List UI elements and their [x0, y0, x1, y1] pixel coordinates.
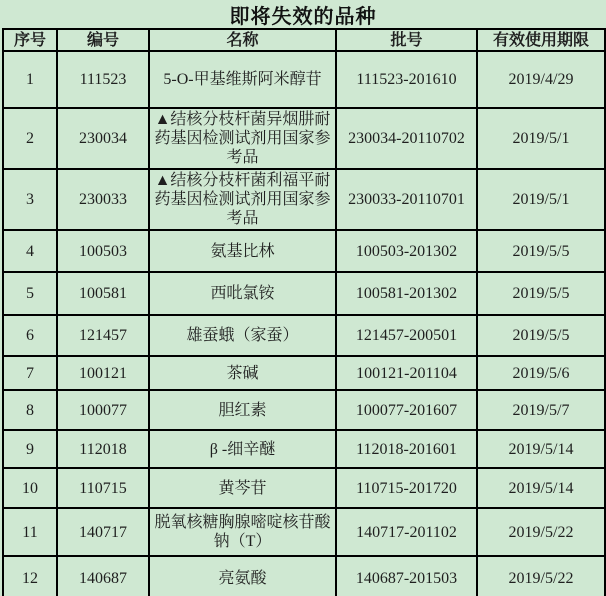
cell-name: ▲结核分枝杆菌异烟肼耐药基因检测试剂用国家参考品 [149, 108, 336, 169]
cell-no: 6 [3, 315, 57, 356]
table-row [3, 315, 605, 356]
cell-no: 2 [3, 108, 57, 169]
cell-expiry: 2019/5/5 [477, 315, 605, 356]
cell-batch: 111523-201610 [336, 51, 477, 108]
column-header-expiry: 有效使用期限 [477, 29, 605, 51]
cell-batch: 110715-201720 [336, 468, 477, 508]
cell-expiry: 2019/5/22 [477, 508, 605, 556]
table-row [3, 356, 605, 390]
cell-no: 7 [3, 356, 57, 390]
cell-batch: 100503-201302 [336, 230, 477, 272]
table-row [3, 468, 605, 508]
column-header-code: 编号 [57, 29, 149, 51]
cell-expiry: 2019/5/5 [477, 272, 605, 315]
cell-batch: 100581-201302 [336, 272, 477, 315]
cell-expiry: 2019/4/29 [477, 51, 605, 108]
cell-no: 11 [3, 508, 57, 556]
cell-code: 112018 [57, 430, 149, 468]
cell-name: 脱氧核糖胸腺嘧啶核苷酸钠（T） [149, 508, 336, 556]
cell-code: 100581 [57, 272, 149, 315]
cell-expiry: 2019/5/22 [477, 556, 605, 596]
cell-no: 12 [3, 556, 57, 596]
cell-no: 4 [3, 230, 57, 272]
cell-code: 230033 [57, 169, 149, 230]
cell-no: 3 [3, 169, 57, 230]
cell-batch: 100077-201607 [336, 390, 477, 430]
cell-name: 氨基比林 [149, 230, 336, 272]
cell-batch: 121457-200501 [336, 315, 477, 356]
cell-code: 121457 [57, 315, 149, 356]
cell-batch: 230034-20110702 [336, 108, 477, 169]
table-row [3, 108, 605, 169]
cell-code: 230034 [57, 108, 149, 169]
cell-batch: 140717-201102 [336, 508, 477, 556]
table-row [3, 556, 605, 596]
cell-name: 胆红素 [149, 390, 336, 430]
cell-name: 茶碱 [149, 356, 336, 390]
table-row [3, 169, 605, 230]
table-row [3, 508, 605, 556]
cell-code: 110715 [57, 468, 149, 508]
page-title: 即将失效的品种 [229, 5, 377, 28]
cell-name: β -细辛醚 [149, 430, 336, 468]
column-header-no: 序号 [3, 29, 57, 51]
cell-expiry: 2019/5/1 [477, 169, 605, 230]
cell-no: 1 [3, 51, 57, 108]
cell-expiry: 2019/5/7 [477, 390, 605, 430]
cell-batch: 112018-201601 [336, 430, 477, 468]
cell-batch: 140687-201503 [336, 556, 477, 596]
cell-name: ▲结核分枝杆菌利福平耐药基因检测试剂用国家参考品 [149, 169, 336, 230]
cell-expiry: 2019/5/5 [477, 230, 605, 272]
cell-code: 100077 [57, 390, 149, 430]
cell-code: 111523 [57, 51, 149, 108]
cell-expiry: 2019/5/14 [477, 468, 605, 508]
column-header-name: 名称 [149, 29, 336, 51]
header-row [3, 29, 605, 51]
cell-name: 5-O-甲基维斯阿米醇苷 [149, 51, 336, 108]
column-header-batch: 批号 [336, 29, 477, 51]
cell-expiry: 2019/5/14 [477, 430, 605, 468]
cell-no: 5 [3, 272, 57, 315]
cell-name: 黄芩苷 [149, 468, 336, 508]
cell-expiry: 2019/5/1 [477, 108, 605, 169]
expiring-items-table [2, 28, 606, 596]
cell-no: 9 [3, 430, 57, 468]
table-body [3, 51, 605, 596]
cell-name: 雄蚕蛾（家蚕） [149, 315, 336, 356]
table-row [3, 272, 605, 315]
cell-no: 8 [3, 390, 57, 430]
cell-code: 140687 [57, 556, 149, 596]
table-row [3, 230, 605, 272]
cell-no: 10 [3, 468, 57, 508]
cell-code: 140717 [57, 508, 149, 556]
cell-batch: 100121-201104 [336, 356, 477, 390]
cell-code: 100503 [57, 230, 149, 272]
table-row [3, 51, 605, 108]
cell-batch: 230033-20110701 [336, 169, 477, 230]
table-row [3, 390, 605, 430]
cell-code: 100121 [57, 356, 149, 390]
cell-name: 西吡氯铵 [149, 272, 336, 315]
table-header [3, 29, 605, 51]
cell-expiry: 2019/5/6 [477, 356, 605, 390]
cell-name: 亮氨酸 [149, 556, 336, 596]
table-row [3, 430, 605, 468]
